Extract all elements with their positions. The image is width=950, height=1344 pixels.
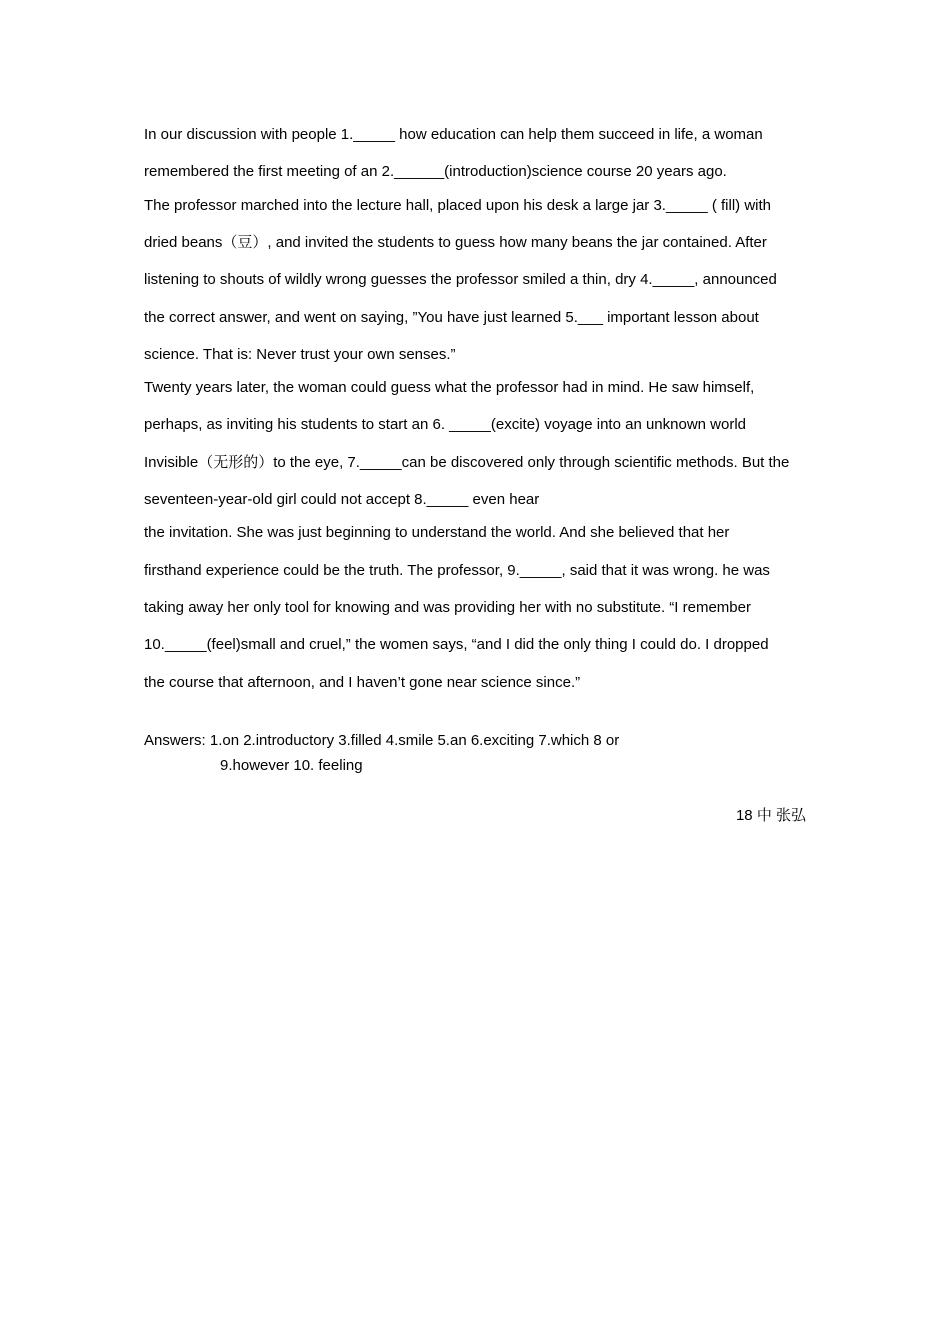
passage-line: perhaps, as inviting his students to start an 6. _____(excite) voyage into an unknown world	[144, 416, 747, 433]
passage-line: the invitation. She was just beginning to understand the world. And she believed that her	[144, 524, 730, 541]
passage-line: listening to shouts of wildly wrong guesses the professor smiled a thin, dry 4._____, announced	[144, 271, 777, 288]
passage-line: the correct answer, and went on saying, ”You have just learned 5.___ important lesson about	[144, 309, 759, 326]
passage-line: 10._____(feel)small and cruel,” the women says, “and I did the only thing I could do. I dropped	[144, 636, 769, 653]
answers-line: Answers: 1.on 2.introductory 3.filled 4.smile 5.an 6.exciting 7.which 8 or	[144, 732, 620, 749]
passage-line: In our discussion with people 1._____ how education can help them succeed in life, a woman	[144, 126, 763, 143]
author-signature: 18 中 张弘	[735, 807, 806, 824]
passage-line: The professor marched into the lecture hall, placed upon his desk a large jar 3._____ ( fill) with	[144, 197, 772, 214]
passage-line: dried beans（豆）, and invited the students to guess how many beans the jar contained. After	[144, 234, 767, 251]
passage-line: taking away her only tool for knowing and was providing her with no substitute. “I remember	[144, 599, 751, 616]
passage-line: the course that afternoon, and I haven’t gone near science since.”	[144, 674, 581, 691]
passage-line: seventeen-year-old girl could not accept 8._____ even hear	[144, 491, 540, 508]
passage-line: firsthand experience could be the truth. The professor, 9._____, said that it was wrong. he was	[144, 562, 770, 579]
passage-line: science. That is: Never trust your own senses.”	[144, 346, 456, 363]
passage-line: remembered the first meeting of an 2.______(introduction)science course 20 years ago.	[144, 163, 727, 180]
answers-line: 9.however 10. feeling	[220, 757, 363, 774]
passage-line: Twenty years later, the woman could guess what the professor had in mind. He saw himself,	[144, 379, 755, 396]
passage-line: Invisible（无形的）to the eye, 7._____can be discovered only through scientific methods. But the	[144, 454, 790, 471]
